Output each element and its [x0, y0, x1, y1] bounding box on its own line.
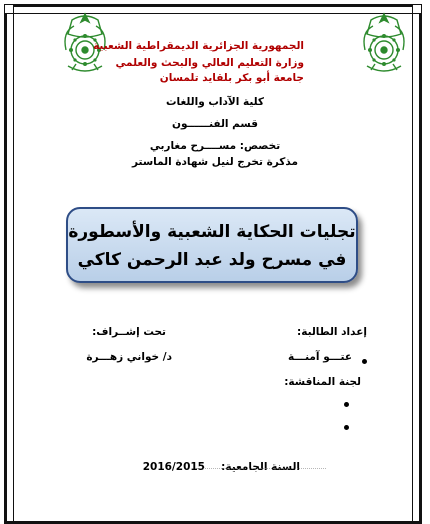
bullet-marker	[362, 359, 367, 364]
thesis-title-box	[66, 207, 358, 283]
specialty-name: تخصص: مســــرح مغاربي	[149, 140, 281, 152]
university-emblem-icon	[357, 10, 411, 76]
student-label: إعداد الطالبة:	[297, 326, 367, 338]
thesis-title-line-1: تجليات الحكاية الشعبية والأسطورة	[68, 222, 356, 242]
bullet-marker	[344, 425, 349, 430]
supervisor-name: د/ خواني زهـــرة	[86, 351, 172, 363]
academic-year-label: السنة الجامعية:	[221, 461, 300, 473]
memo-type: مذكرة تخرج لنيل شهادة الماستر	[132, 156, 298, 168]
committee-label: لجنة المناقشة:	[284, 376, 361, 388]
university-name: جامعة أبو بكر بلقايد تلمسان	[159, 72, 304, 84]
department-name: قسم الفنــــــون	[172, 118, 258, 130]
academic-year-value: 2016/2015	[142, 461, 205, 473]
bullet-marker	[344, 402, 349, 407]
frame-corner-top-right	[412, 4, 422, 14]
supervisor-label: تحت إشــراف:	[92, 326, 166, 338]
decorative-underline	[196, 468, 326, 477]
frame-corner-top-left	[4, 4, 14, 14]
ministry-name: وزارة التعليم العالي والبحث والعلمي	[115, 57, 304, 69]
thesis-title-line-2: في مسرح ولد عبد الرحمن كاكي	[77, 250, 347, 270]
republic-name: الجمهورية الجزائرية الديمقراطية الشعبية	[93, 40, 304, 52]
student-name: عتـــو آمنـــة	[288, 351, 352, 363]
faculty-name: كلية الآداب واللغات	[165, 96, 265, 108]
